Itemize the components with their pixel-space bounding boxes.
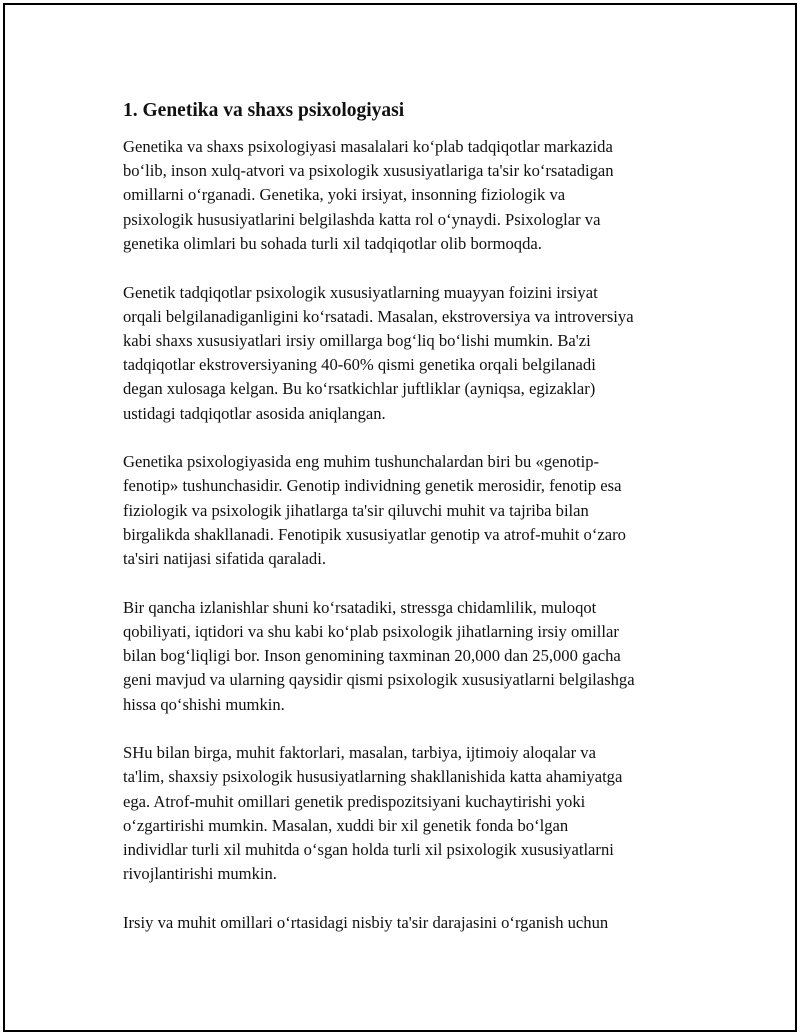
text-line: birgalikda shakllanadi. Fenotipik xususiyatlar genotip va atrof-muhit o‘zaro xyxy=(123,524,626,544)
text-line: Genetika va shaxs psixologiyasi masalalari ko‘plab tadqiqotlar markazida xyxy=(123,137,613,156)
text-line: individlar turli xil muhitda o‘sgan holda turli xil psixologik xususiyatlarni xyxy=(123,840,614,860)
text-line: geni mavjud va ularning qaysidir qismi psixologik xususiyatlarni belgilashga xyxy=(123,670,635,690)
text-line: qobiliyati, iqtidori va shu kabi ko‘plab psixologik jihatlarning irsiy omillar xyxy=(123,621,619,641)
paragraph-5 xyxy=(123,741,713,886)
paragraph-4 xyxy=(123,596,713,717)
text-line: ustidagi tadqiqotlar asosida aniqlangan. xyxy=(123,403,386,423)
text-line: ta'siri natijasi sifatida qaraladi. xyxy=(123,549,326,569)
text-line: fenotip» tushunchasidir. Genotip individning genetik merosidir, fenotip esa xyxy=(123,476,622,496)
text-line: Genetik tadqiqotlar psixologik xususiyatlarning muayyan foizini irsiyat xyxy=(123,282,598,302)
text-line: Irsiy va muhit omillari o‘rtasidagi nisbiy ta'sir darajasini o‘rganish uchun xyxy=(123,912,609,932)
document-body xyxy=(123,97,713,960)
text-line: rivojlantirishi mumkin. xyxy=(123,864,277,884)
text-line: fiziologik va psixologik jihatlarga ta'sir qiluvchi muhit va tajriba bilan xyxy=(123,500,589,520)
page-frame xyxy=(3,3,797,1032)
text-line: ega. Atrof-muhit omillari genetik predispozitsiyani kuchaytirishi yoki xyxy=(123,791,586,811)
text-line: hissa qo‘shishi mumkin. xyxy=(123,694,285,714)
text-line: o‘zgartirishi mumkin. Masalan, xuddi bir xil genetik fonda bo‘lgan xyxy=(123,815,569,835)
text-line: Genetika psixologiyasida eng muhim tushunchalardan biri bu «genotip- xyxy=(123,452,600,472)
text-line: degan xulosaga kelgan. Bu ko‘rsatkichlar juftliklar (ayniqsa, egizaklar) xyxy=(123,379,596,399)
text-line: psixologik hususiyatlarini belgilashda katta rol o‘ynaydi. Psixologlar va xyxy=(123,209,601,229)
paragraph-1 xyxy=(123,135,713,256)
text-line: genetika olimlari bu sohada turli xil tadqiqotlar olib bormoqda. xyxy=(123,233,542,253)
paragraph-6 xyxy=(123,911,713,935)
text-line: Bir qancha izlanishlar shuni ko‘rsatadiki, stressga chidamlilik, muloqot xyxy=(123,597,597,617)
text-line: bilan bog‘liqligi bor. Inson genomining taxminan 20,000 dan 25,000 gacha xyxy=(123,646,621,666)
text-line: orqali belgilanadiganligini ko‘rsatadi. Masalan, ekstroversiya va introversiya xyxy=(123,306,634,326)
text-line: tadqiqotlar ekstroversiyaning 40-60% qismi genetika orqali belgilanadi xyxy=(123,355,596,375)
text-line: SHu bilan birga, muhit faktorlari, masalan, tarbiya, ijtimoiy aloqalar va xyxy=(123,743,596,763)
text-line: ta'lim, shaxsiy psixologik hususiyatlarning shakllanishida katta ahamiyatga xyxy=(123,767,623,787)
text-line: kabi shaxs xususiyatlari irsiy omillarga bog‘liq bo‘lishi mumkin. Ba'zi xyxy=(123,330,591,350)
text-line: bo‘lib, inson xulq-atvori va psixologik xususiyatlariga ta'sir ko‘rsatadigan xyxy=(123,161,614,181)
paragraph-2 xyxy=(123,281,713,426)
text-line: omillarni o‘rganadi. Genetika, yoki irsiyat, insonning fiziologik va xyxy=(123,185,566,205)
paragraph-3 xyxy=(123,450,713,571)
section-heading: 1. Genetika va shaxs psixologiyasi xyxy=(123,100,405,121)
